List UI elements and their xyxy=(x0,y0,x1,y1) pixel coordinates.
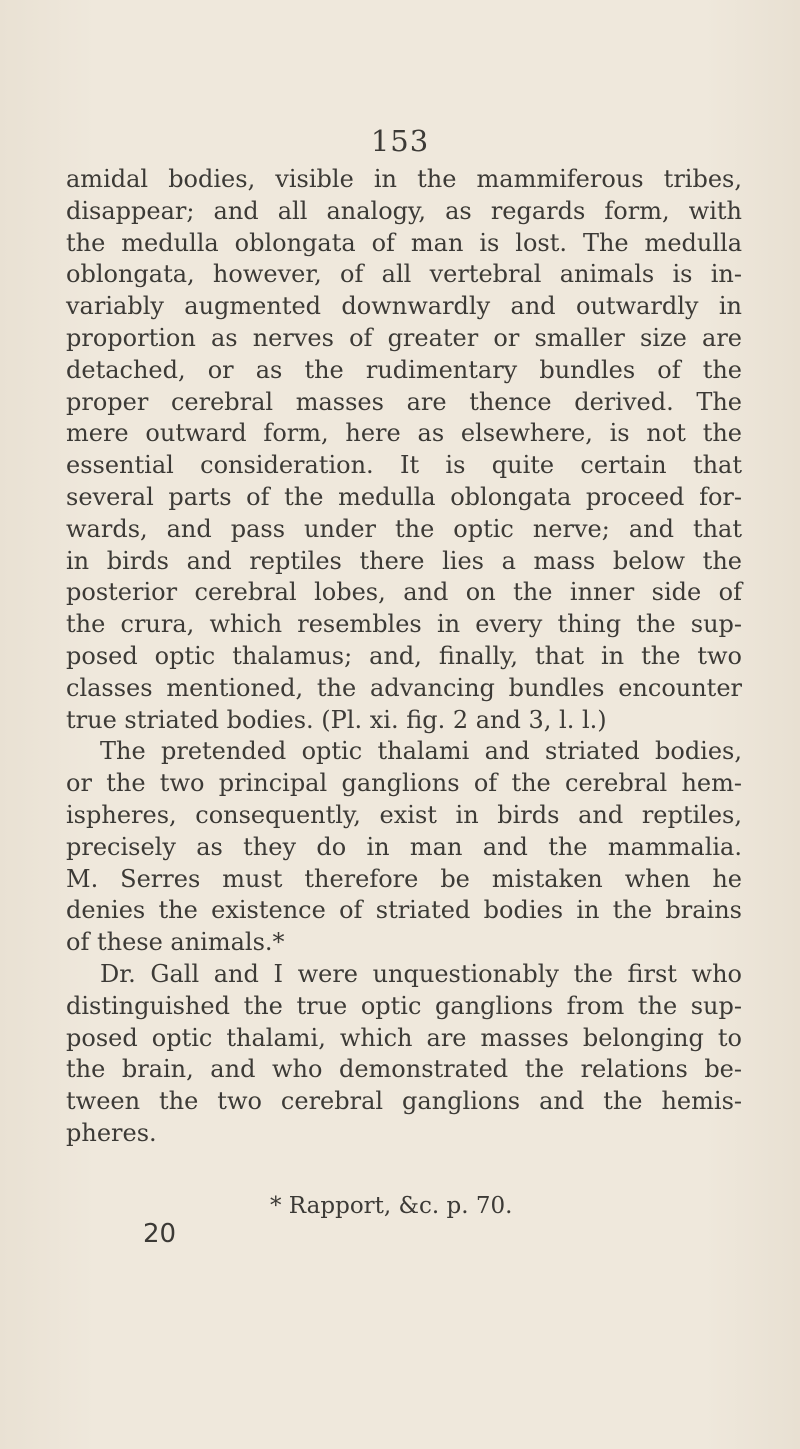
text-line: precisely as they do in man and the mammalia. xyxy=(66,832,742,861)
text-line: detached, or as the rudimentary bundles of the xyxy=(66,355,742,384)
text-line: classes mentioned, the advancing bundles encounter xyxy=(66,673,742,702)
text-line: posed optic thalami, which are masses belonging to xyxy=(66,1023,742,1052)
text-line: amidal bodies, visible in the mammiferous tribes, xyxy=(66,165,742,193)
text-line: the crura, which resembles in every thing the sup- xyxy=(66,610,742,639)
page-number: 153 xyxy=(370,124,430,158)
text-line: Dr. Gall and I were unquestionably the first who xyxy=(100,959,742,988)
text-line: wards, and pass under the optic nerve; and that xyxy=(66,514,742,543)
signature-mark: 20 xyxy=(143,1219,177,1249)
text-line: the brain, and who demonstrated the relations be- xyxy=(66,1055,742,1084)
text-line: mere outward form, here as elsewhere, is not the xyxy=(66,419,742,448)
text-line: disappear; and all analogy, as regards form, with xyxy=(66,196,742,225)
text-line: The pretended optic thalami and striated bodies, xyxy=(100,737,742,766)
text-line: true striated bodies. (Pl. xi. fig. 2 and 3, l. l.) xyxy=(66,705,607,734)
body-text xyxy=(66,164,742,1150)
text-line: proper cerebral masses are thence derived. The xyxy=(66,387,742,416)
text-line: or the two principal ganglions of the cerebral hem- xyxy=(66,769,742,798)
text-line: several parts of the medulla oblongata proceed for- xyxy=(66,482,742,511)
text-line: M. Serres must therefore be mistaken when he xyxy=(66,864,742,893)
text-line: pheres. xyxy=(66,1118,157,1147)
text-line: oblongata, however, of all vertebral animals is in- xyxy=(66,260,742,289)
footnote: * Rapport, &c. p. 70. xyxy=(270,1193,513,1219)
text-line: in birds and reptiles there lies a mass below the xyxy=(66,546,742,575)
text-line: variably augmented downwardly and outwardly in xyxy=(66,292,742,321)
text-line: ispheres, consequently, exist in birds and reptiles, xyxy=(66,800,742,829)
text-line: posed optic thalamus; and, finally, that in the two xyxy=(66,641,742,670)
text-line: posterior cerebral lobes, and on the inner side of xyxy=(66,578,742,607)
text-line: essential consideration. It is quite certain that xyxy=(66,451,742,480)
text-line: tween the two cerebral ganglions and the hemis- xyxy=(66,1087,742,1116)
text-line: the medulla oblongata of man is lost. The medulla xyxy=(66,228,742,257)
text-line: denies the existence of striated bodies in the brains xyxy=(66,896,742,925)
text-line: of these animals.* xyxy=(66,928,285,957)
text-line: proportion as nerves of greater or smaller size are xyxy=(66,323,742,352)
text-line: distinguished the true optic ganglions from the sup- xyxy=(66,991,742,1020)
